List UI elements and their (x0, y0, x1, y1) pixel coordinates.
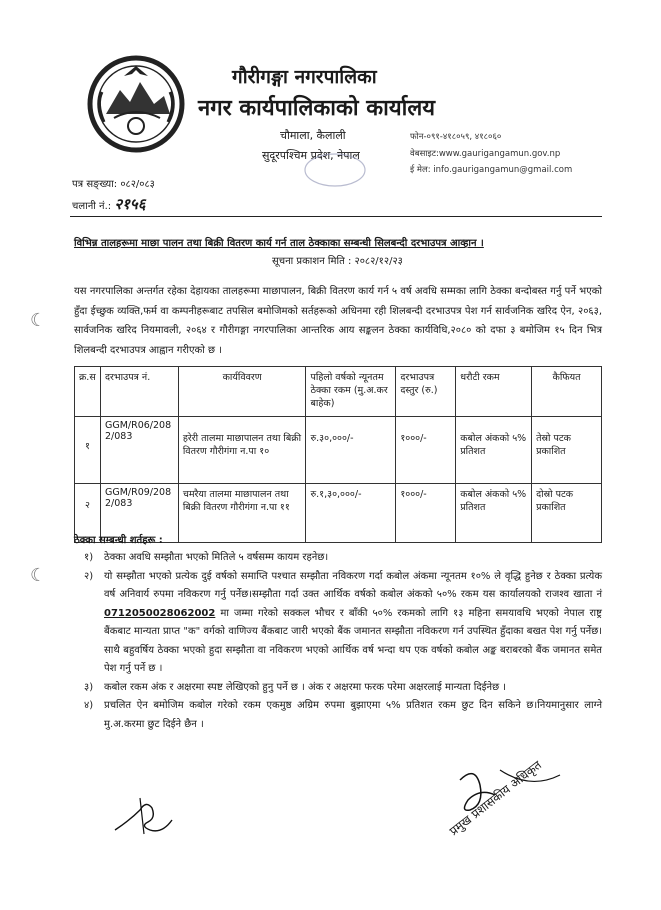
cell-sn: २ (75, 484, 101, 543)
tender-table (74, 366, 602, 543)
col-header-remarks: कैफियत (532, 367, 602, 417)
left-signature (110, 790, 180, 840)
cell-fee: १०००/- (396, 484, 456, 543)
col-header-deposit: धरौटी रकम (456, 367, 532, 417)
list-item (84, 549, 602, 568)
term-text: ठेक्का अवधि सम्झौता भएको मितिले ५ वर्षसम्म कायम रहनेछ। (104, 552, 329, 563)
cell-sn: १ (75, 417, 101, 484)
list-item (84, 697, 602, 734)
table-row (75, 417, 602, 484)
list-item (84, 679, 602, 698)
address-line-2: सुदूरपश्चिम प्रदेश, नेपाल (262, 149, 360, 162)
dispatch-number-value: २१५६ (114, 195, 146, 213)
cell-min-amount: रु.१,३०,०००/- (306, 484, 396, 543)
municipality-name: गौरीगङ्गा नगरपालिका (232, 66, 377, 88)
term-text (104, 568, 602, 679)
letter-number-row (72, 176, 155, 190)
cell-min-amount: रु.३०,०००/- (306, 417, 396, 484)
email-address[interactable]: ई मेल: info.gaurigangamun@gmail.com (410, 165, 573, 175)
term-number: १) (84, 552, 94, 563)
terms-list (84, 549, 602, 734)
term-text-part: मा जम्मा गरेको सक्कल भौचर र बाँकी ५०% रकमको लागि १३ महिना समयावधि भएको नेपाल राष्ट्र बैंकबाट मान्यता प्राप्त "क" वर्गको वाणिज्य बैंकबाट जारी भएको बैंक जमानत सम्झौता नविकरण गर्न उपस्थित हुँदाका बखत पेश गर्नु पर्नेछ।साथै बहुवर्षिय ठेक्का भएको हुदा सम्झौता वा नविकरण भएको आर्थिक वर्ष भन्दा थप एक वर्षको कबोल अङ्क बराबरको बैंक जमानत समेत पेश गर्नु पर्ने छ । (104, 607, 602, 674)
term-number: २) (84, 570, 94, 582)
col-header-tender-no: दरभाउपत्र नं. (100, 367, 178, 417)
terms-title: ठेक्का सम्बन्धी शर्तहरू : (74, 535, 163, 546)
office-stamp (300, 150, 370, 190)
letter-number-label: पत्र सङ्ख्या: (72, 179, 118, 190)
cell-description: हरेरी तालमा माछापालन तथा बिक्री वितरण गौरीगंगा न.पा १० (178, 417, 306, 484)
col-header-fee: दरभाउपत्र दस्तुर (रु.) (396, 367, 456, 417)
cell-deposit: कबोल अंकको ५% प्रतिशत (456, 484, 532, 543)
address-line-1: चौमाला, कैलाली (280, 129, 346, 142)
notice-body: यस नगरपालिका अन्तर्गत रहेका देहायका तालहरूमा माछापालन, बिक्री वितरण कार्य गर्न ५ वर्ष अवधि सम्मका लागि ठेक्का बन्दोबस्त गर्नु पर्ने भएको हुँदा ईच्छुक व्यक्ति,फर्म वा कम्पनीहरूबाट तपसिल बमोजिमको सर्तहरूको अधिनमा रही शिलबन्दी दरभाउपत्र पेश गर्न सार्वजनिक खरिद ऐन, २०६३, सार्वजनिक खरिद नियमावली, २०६४ र गौरीगङ्गा नगरपालिका आन्तरिक आय सङ्कलन ठेक्का कार्यविधि,२०८० को दफा ३ बमोजिम १५ दिन भित्र शिलबन्दी दरभाउपत्र आह्वान गरीएको छ । (74, 286, 602, 356)
table-header-row (75, 367, 602, 417)
cell-remarks: तेस्रो पटक प्रकाशित (532, 417, 602, 484)
term-number: ३) (84, 681, 94, 693)
col-header-min-amount: पहिलो वर्षको न्यूनतम ठेक्का रकम (मु.अ.कर बाहेक) (306, 367, 396, 417)
cell-tender-no: GGM/R06/2082/083 (100, 417, 178, 484)
officer-designation: प्रमुख प्रशासकीय अधिकृत (446, 757, 545, 839)
header-divider (70, 216, 602, 217)
col-header-description: कार्यविवरण (178, 367, 306, 417)
notice-subject: विभिन्न तालहरूमा माछा पालन तथा बिक्री वितरण कार्य गर्न ताल ठेक्काका सम्बन्धी सिलबन्दी दरभाउपत्र आव्हान । (74, 238, 484, 249)
website-link[interactable]: वेबसाइट:www.gaurigangamun.gov.np (410, 149, 561, 159)
cell-remarks: दोस्रो पटक प्रकाशित (532, 484, 602, 543)
cell-tender-no: GGM/R09/2082/083 (100, 484, 178, 543)
letter-number-value: ०८२/०८३ (120, 179, 155, 190)
phone-number: फोन-०९१-४१८०५९, ४१८०६० (410, 132, 502, 142)
cell-fee: १०००/- (396, 417, 456, 484)
list-item (84, 568, 602, 679)
municipality-emblem-logo (84, 52, 188, 156)
term-text-part: यो सम्झौता भएको प्रत्येक दुई वर्षको समाप्ति पश्चात सम्झौता नविकरण गर्दा कबोल अंकमा न्यूनतम १०% ले वृद्धि हुनेछ र ठेक्का प्रत्येक वर्ष अनिवार्य रुपमा नविकरण गर्नु पर्नेछ।सम्झौता गर्दा उक्त आर्थिक वर्षको कबोल अंकको ५०% रकम यस कार्यालयको राजश्व खाता नं (104, 570, 602, 600)
office-title: नगर कार्यपालिकाको कार्यालय (198, 96, 435, 121)
col-header-sn: क्र.स (75, 367, 101, 417)
bank-account-number: 0712050028062002 (104, 607, 216, 619)
cell-description: चमरैया तालमा माछापालन तथा बिक्री वितरण गौरीगंगा न.पा ११ (178, 484, 306, 543)
dispatch-number-label: चलानी नं.: (72, 201, 112, 212)
cell-deposit: कबोल अंकको ५% प्रतिशत (456, 417, 532, 484)
publication-date: सूचना प्रकाशन मिति : २०८२/१२/२३ (272, 256, 403, 267)
term-text: प्रचलित ऐन बमोजिम कबोल गरेको रकम एकमुष्ठ अग्रिम रुपमा बुझाएमा ५% प्रतिशत रकम छुट दिन सकिने छ।नियमानुसार लाग्ने मु.अ.करमा छुट दिईने छैन । (104, 700, 602, 730)
punch-hole-mark: ☾ (30, 565, 47, 586)
term-number: ४) (84, 700, 94, 711)
punch-hole-mark: ☾ (30, 310, 47, 331)
term-text: कबोल रकम अंक र अक्षरमा स्पष्ट लेखिएको हुनु पर्ने छ । अंक र अक्षरमा फरक परेमा अक्षरलाई मान्यता दिईनेछ । (104, 681, 507, 693)
dispatch-number-row (72, 194, 146, 214)
